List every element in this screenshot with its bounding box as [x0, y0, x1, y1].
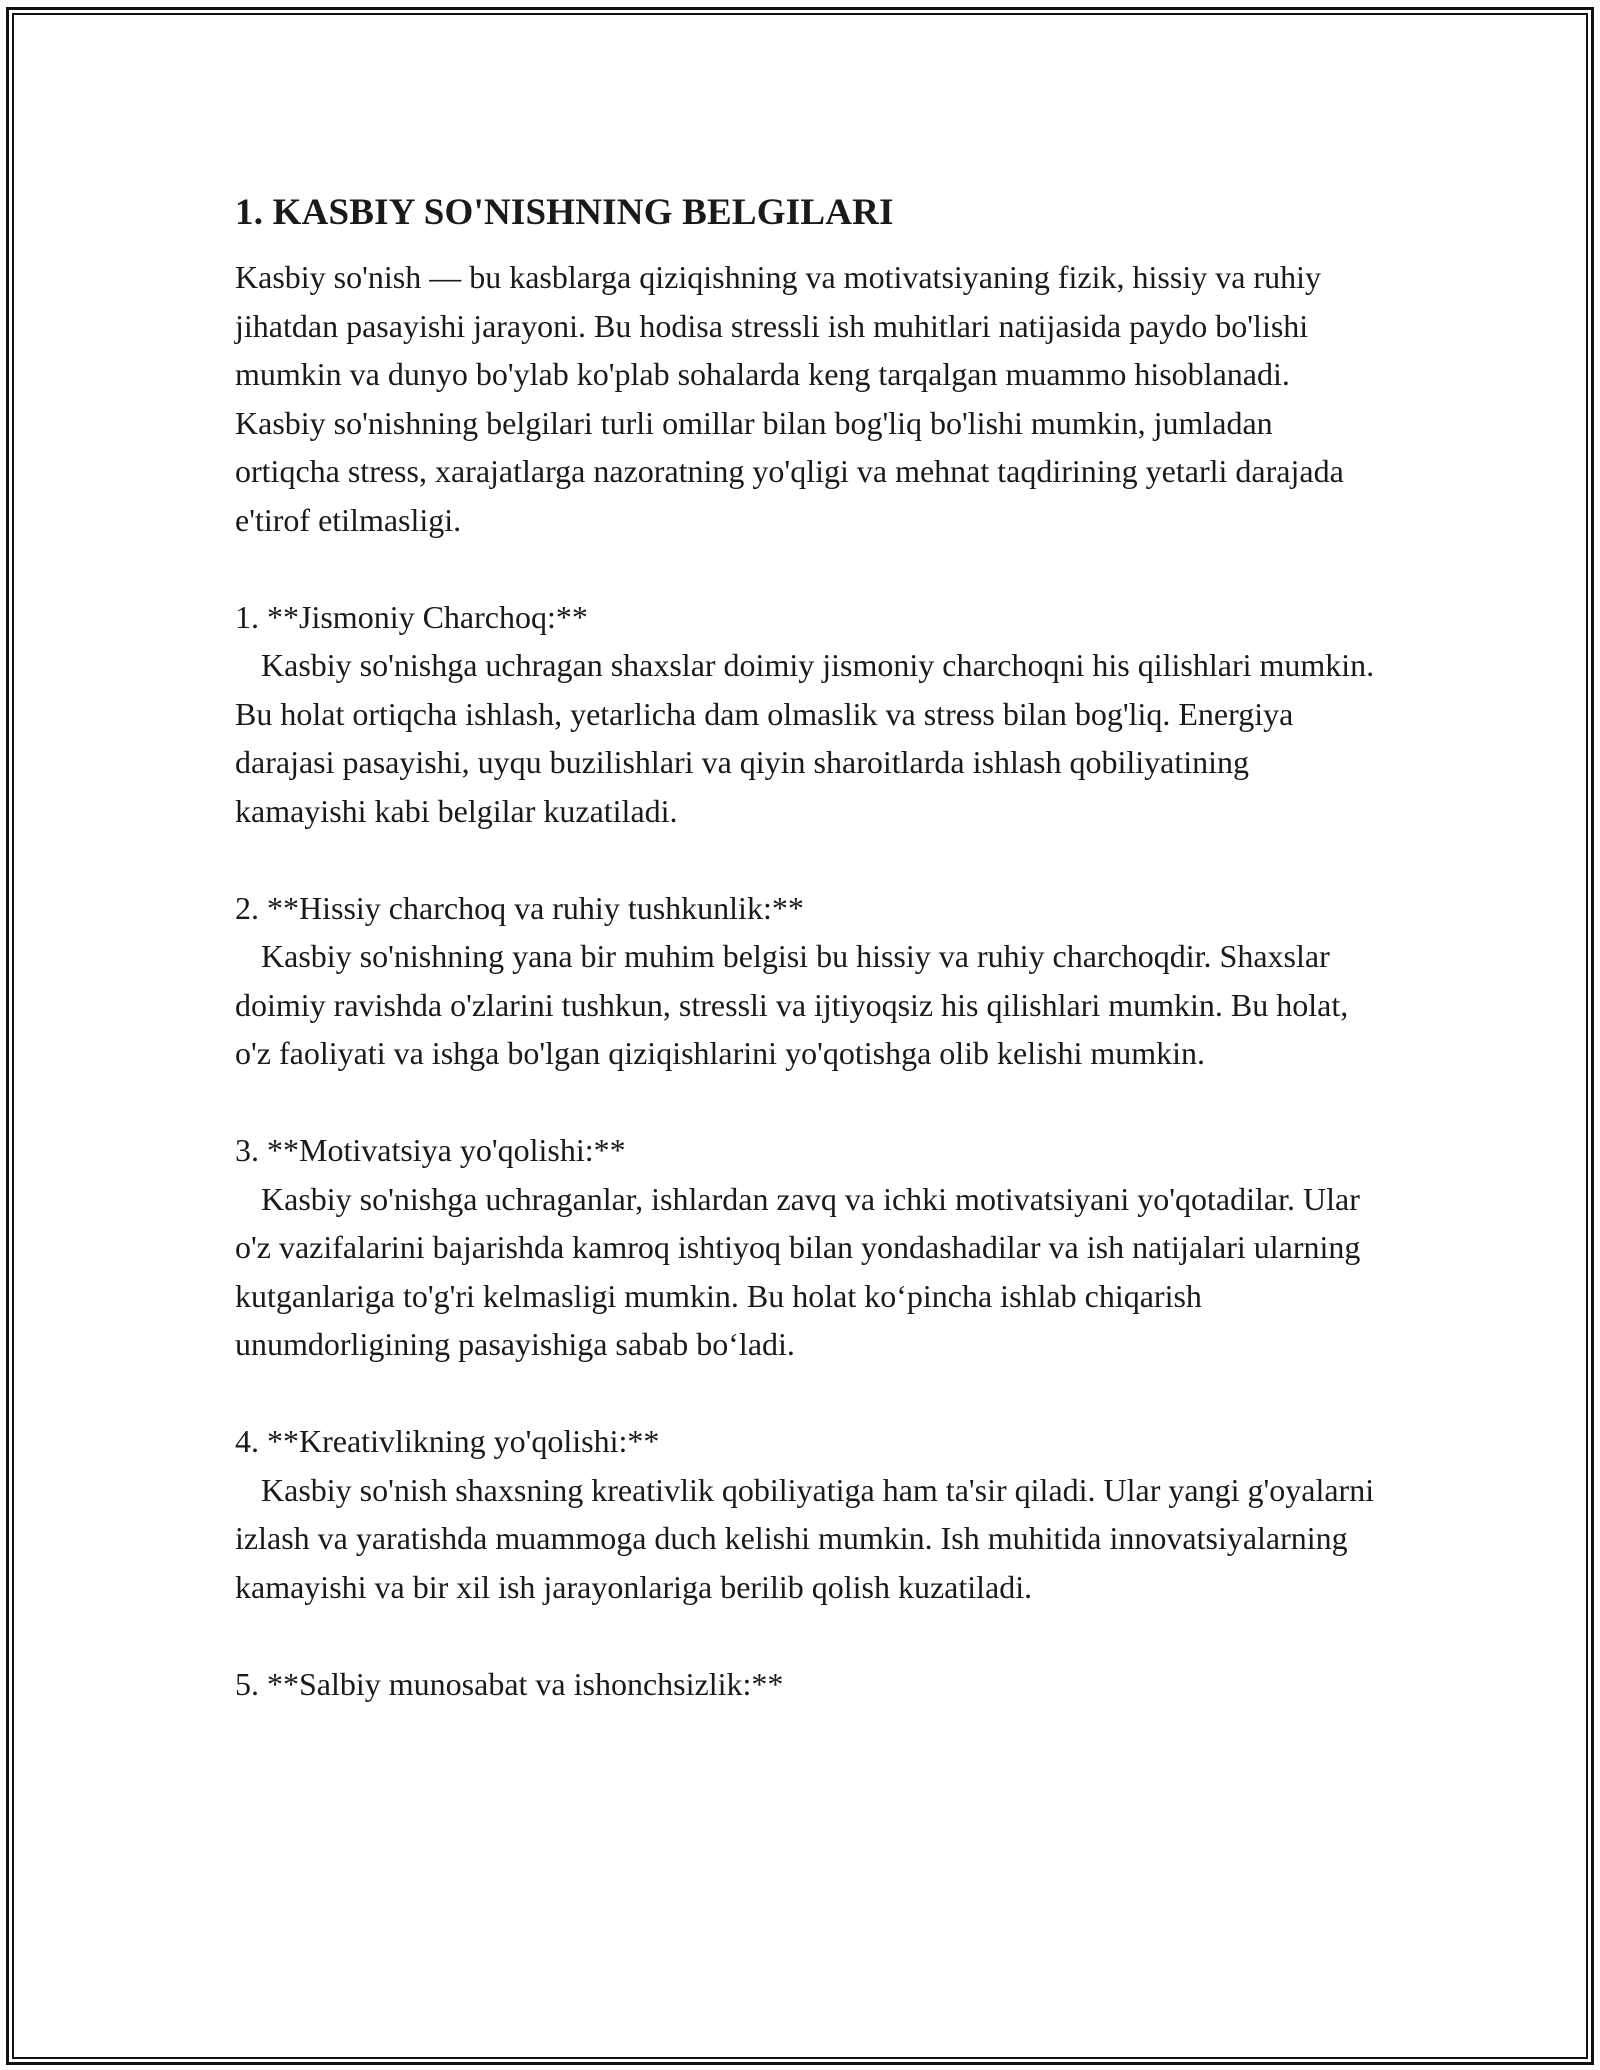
document-title: 1. KASBIY SO'NISHNING BELGILARI: [235, 192, 894, 233]
document-content: [235, 185, 1375, 1708]
list-item: [235, 1417, 1375, 1611]
list-item-body: Kasbiy so'nish shaxsning kreativlik qobiliyatiga ham ta'sir qiladi. Ular yangi g'oyalarni izlash va yaratishda muammoga duch kelishi mumkin. Ish muhitida innovatsiyalarning kamayishi va bir xil ish jarayonlariga berilib qolish kuzatiladi.: [235, 1471, 1375, 1605]
list-item-heading: 1. **Jismoniy Charchoq:**: [235, 598, 588, 635]
intro-paragraph: Kasbiy so'nish — bu kasblarga qiziqishning va motivatsiyaning fizik, hissiy va ruhiy jihatdan pasayishi jarayoni. Bu hodisa stressli ish muhitlari natijasida paydo bo'lishi mumkin va dunyo bo'ylab ko'plab sohalarda keng tarqalgan muammo hisoblanadi. Kasbiy so'nishning belgilari turli omillar bilan bog'liq bo'lishi mumkin, jumladan ortiqcha stress, xarajatlarga nazoratning yo'qligi va mehnat taqdirining yetarli darajada e'tirof etilmasligi.: [235, 259, 1352, 538]
list-item-body: Kasbiy so'nishga uchragan shaxslar doimiy jismoniy charchoqni his qilishlari mumkin. Bu holat ortiqcha ishlash, yetarlicha dam olmaslik va stress bilan bog'liq. Energiya darajasi pasayishi, uyqu buzilishlari va qiyin sharoitlarda ishlash qobiliyatining kamayishi kabi belgilar kuzatiladi.: [235, 647, 1375, 829]
list-item-heading: 5. **Salbiy munosabat va ishonchsizlik:**: [235, 1665, 784, 1702]
list-item: [235, 884, 1375, 1078]
list-item-heading: 2. **Hissiy charchoq va ruhiy tushkunlik:**: [235, 889, 804, 926]
list-item-heading: 4. **Kreativlikning yo'qolishi:**: [235, 1423, 660, 1459]
list-item-body: Kasbiy so'nishning yana bir muhim belgisi bu hissiy va ruhiy charchoqdir. Shaxslar doimiy ravishda o'zlarini tushkun, stressli va ijtiyoqsiz his qilishlari mumkin. Bu holat, o'z faoliyati va ishga bo'lgan qiziqishlarini yo'qotishga olib kelishi mumkin.: [235, 938, 1349, 1071]
list-item: [235, 1660, 1375, 1709]
list-item-body: Kasbiy so'nishga uchraganlar, ishlardan zavq va ichki motivatsiyani yo'qotadilar. Ular o'z vazifalarini bajarishda kamroq ishtiyoq bilan yondashadilar va ish natijalari ularning kutganlariga to'g'ri kelmasligi mumkin. Bu holat ko‘pincha ishlab chiqarish unumdorligining pasayishiga sabab bo‘ladi.: [235, 1180, 1361, 1362]
list-item-heading: 3. **Motivatsiya yo'qolishi:**: [235, 1132, 626, 1168]
list-item: [235, 1126, 1375, 1369]
list-item: [235, 593, 1375, 836]
